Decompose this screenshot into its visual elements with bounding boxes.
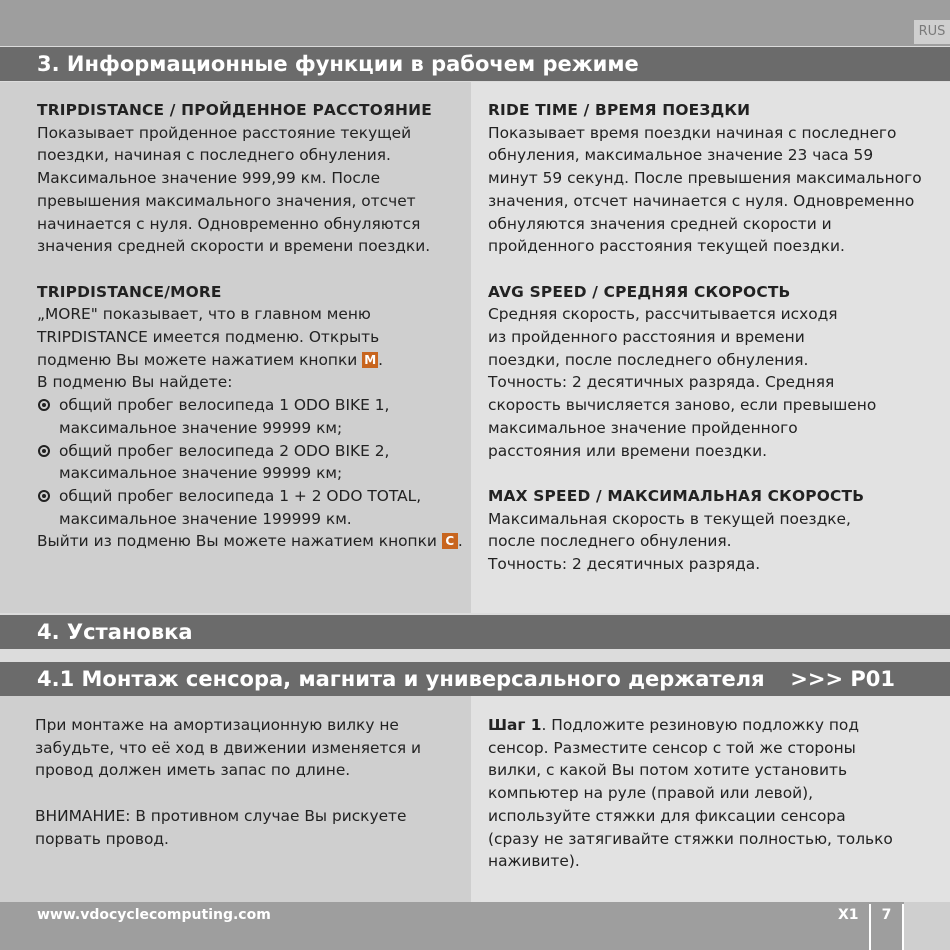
tripdistance-line: значения средней скорости и времени поездки. bbox=[37, 237, 431, 256]
top-bar bbox=[0, 0, 950, 46]
exit-end: . bbox=[457, 532, 463, 551]
bullet-icon bbox=[38, 490, 50, 502]
ride-time-line: Показывает время поездки начиная с последнего bbox=[488, 123, 897, 142]
step-1-line: компьютер на руле (правой или левой), bbox=[488, 784, 814, 803]
c-key-icon: C bbox=[442, 533, 458, 549]
section-4-1-title bbox=[0, 662, 950, 696]
section-gap bbox=[0, 649, 950, 662]
step-1-line: используйте стяжки для фиксации сенсора bbox=[488, 806, 846, 825]
odo-total-item bbox=[37, 485, 463, 530]
section-3-left-text bbox=[37, 99, 463, 553]
odo-bike-1-item bbox=[37, 394, 463, 439]
more-line-text: подменю Вы можете нажатием кнопки bbox=[37, 350, 363, 369]
ride-time-line: обнуления, максимальное значение 23 часа 59 bbox=[488, 146, 874, 165]
max-speed-line: Максимальная скорость в текущей поездке, bbox=[488, 509, 851, 528]
avg-speed-line: максимальное значение пройденного bbox=[488, 418, 798, 437]
avg-speed-line: из пройденного расстояния и времени bbox=[488, 328, 805, 347]
step-1-line: наживите). bbox=[488, 852, 580, 871]
section-4-1-left-text bbox=[35, 714, 421, 850]
language-tag: RUS bbox=[914, 20, 950, 44]
ride-time-line: значения, отсчет начинается с нуля. Одновременно bbox=[488, 191, 915, 210]
m-key-icon: M bbox=[362, 352, 378, 368]
avg-speed-heading: AVG SPEED / СРЕДНЯЯ СКОРОСТЬ bbox=[488, 282, 791, 301]
page-number: 7 bbox=[881, 907, 892, 923]
avg-speed-line: поездки, после последнего обнуления. bbox=[488, 350, 809, 369]
bullet-line: общий пробег велосипеда 2 ODO BIKE 2, bbox=[59, 441, 390, 460]
ride-time-line: минут 59 секунд. После превышения максимального bbox=[488, 169, 922, 188]
tripdistance-line: Показывает пройденное расстояние текущей bbox=[37, 123, 412, 142]
more-line-key bbox=[37, 349, 463, 372]
tripdistance-line: Максимальное значение 999,99 км. После bbox=[37, 169, 381, 188]
ride-time-line: обнуляются значения средней скорости и bbox=[488, 214, 832, 233]
bullet-icon bbox=[38, 399, 50, 411]
warning-line: порвать провод. bbox=[35, 829, 169, 848]
max-speed-heading: MAX SPEED / МАКСИМАЛЬНАЯ СКОРОСТЬ bbox=[488, 486, 865, 505]
bullet-line: максимальное значение 199999 км. bbox=[59, 509, 352, 528]
max-speed-line: после последнего обнуления. bbox=[488, 532, 732, 551]
avg-speed-line: расстояния или времени поездки. bbox=[488, 441, 768, 460]
step-1-line bbox=[488, 714, 893, 737]
exit-line bbox=[37, 530, 463, 553]
model-name: X1 bbox=[838, 907, 859, 923]
avg-speed-line: Точность: 2 десятичных разряда. Средняя bbox=[488, 373, 835, 392]
tripdistance-heading: TRIPDISTANCE / ПРОЙДЕННОЕ РАССТОЯНИЕ bbox=[37, 101, 432, 119]
bullet-line: общий пробег велосипеда 1 ODO BIKE 1, bbox=[59, 396, 390, 415]
more-line-end: . bbox=[378, 350, 384, 369]
exit-text: Выйти из подменю Вы можете нажатием кнопки bbox=[37, 532, 442, 551]
ride-time-line: пройденного расстояния текущей поездки. bbox=[488, 237, 845, 256]
tripdistance-line: начинается с нуля. Одновременно обнуляются bbox=[37, 214, 421, 233]
bullet-line: максимальное значение 99999 км; bbox=[59, 418, 343, 437]
step-1-line: вилки, с какой Вы потом хотите установить bbox=[488, 761, 848, 780]
bullet-icon bbox=[38, 445, 50, 457]
section-4-1-right-text bbox=[488, 714, 893, 873]
tripdistance-line: превышения максимального значения, отсчет bbox=[37, 191, 416, 210]
odo-bike-2-item bbox=[37, 440, 463, 485]
avg-speed-line: Средняя скорость, рассчитывается исходя bbox=[488, 305, 838, 324]
max-speed-line: Точность: 2 десятичных разряда. bbox=[488, 555, 761, 574]
mount-note-line: провод должен иметь запас по длине. bbox=[35, 761, 351, 780]
figure-reference: >>> P01 bbox=[790, 667, 895, 691]
step-label: Шаг 1 bbox=[488, 716, 542, 734]
section-3-right-text bbox=[488, 99, 922, 576]
bullet-line: общий пробег велосипеда 1 + 2 ODO TOTAL, bbox=[59, 486, 422, 505]
ride-time-heading: RIDE TIME / ВРЕМЯ ПОЕЗДКИ bbox=[488, 101, 751, 119]
footer bbox=[0, 902, 950, 950]
tripdistance-more-heading: TRIPDISTANCE/MORE bbox=[37, 282, 222, 301]
more-line: TRIPDISTANCE имеется подменю. Открыть bbox=[37, 328, 380, 347]
website-link[interactable]: www.vdocyclecomputing.com bbox=[37, 907, 271, 923]
mount-note-line: При монтаже на амортизационную вилку не bbox=[35, 716, 399, 734]
more-line: В подменю Вы найдете: bbox=[37, 373, 233, 392]
mount-note-line: забудьте, что её ход в движении изменяется и bbox=[35, 738, 422, 757]
section-4-title: 4. Установка bbox=[0, 615, 950, 649]
step-1-line: сенсор. Разместите сенсор с той же стороны bbox=[488, 738, 856, 757]
warning-line: ВНИМАНИЕ: В противном случае Вы рискуете bbox=[35, 806, 407, 825]
section-3-title: 3. Информационные функции в рабочем режиме bbox=[0, 47, 950, 81]
step-text: . Подложите резиновую подложку под bbox=[541, 716, 859, 734]
more-line: „MORE" показывает, что в главном меню bbox=[37, 305, 371, 324]
section-4-1-title-text: 4.1 Монтаж сенсора, магнита и универсального держателя bbox=[37, 667, 765, 691]
footer-tab bbox=[904, 902, 950, 950]
step-1-line: (сразу не затягивайте стяжки полностью, только bbox=[488, 829, 893, 848]
tripdistance-line: поездки, начиная с последнего обнуления. bbox=[37, 146, 391, 165]
avg-speed-line: скорость вычисляется заново, если превышено bbox=[488, 396, 877, 415]
bullet-line: максимальное значение 99999 км; bbox=[59, 464, 343, 483]
